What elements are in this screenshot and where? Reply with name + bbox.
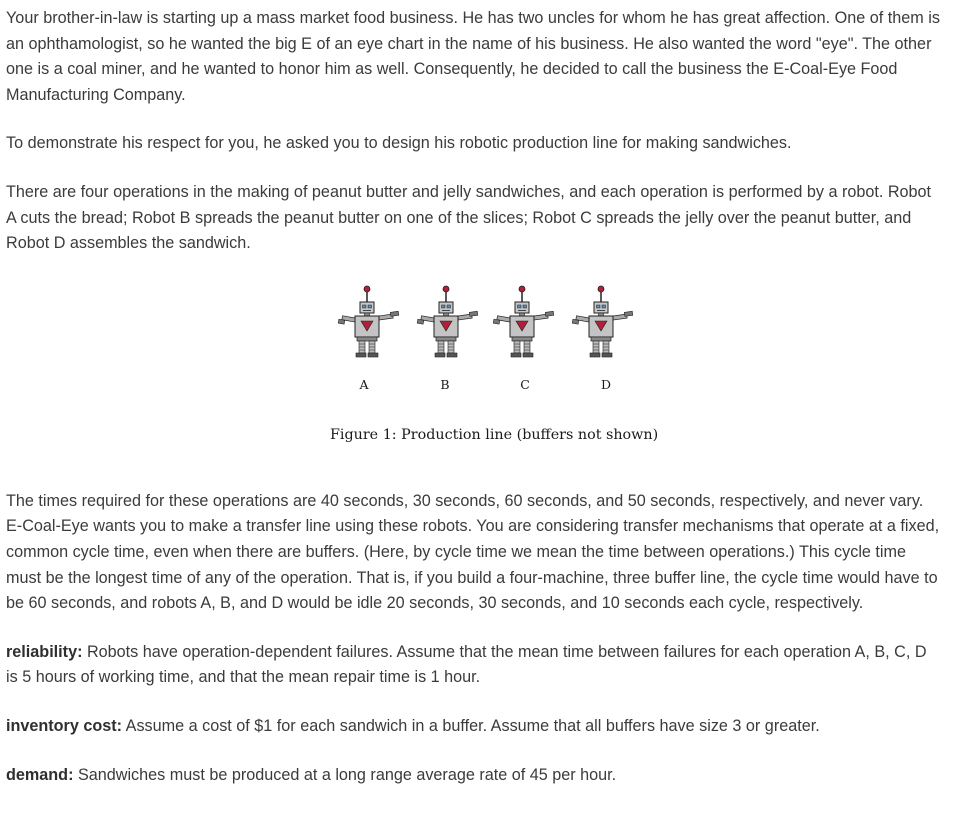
robot-label-b: B — [440, 376, 450, 392]
intro-paragraph: Your brother-in-law is starting up a mass market food business. He has two uncles for whom he has great affection. One of them is an ophthamologist, so he wanted the big E of an eye chart in the name of his business. He also wanted the word "eye". The other one is a coal miner, and he wanted to honor him as well. Consequently, he decided to call the business the E-Coal-Eye Food Manufacturing Company. — [6, 9, 940, 104]
robot-d-icon — [572, 286, 633, 357]
inventory-cost-paragraph — [6, 714, 942, 740]
demand-paragraph — [6, 763, 942, 789]
robot-c-icon — [493, 286, 554, 357]
robot-label-a: A — [359, 376, 369, 392]
reliability-term: reliability: — [6, 642, 83, 661]
reliability-paragraph — [6, 640, 942, 691]
robot-a-icon — [338, 286, 399, 357]
document-body — [6, 6, 942, 811]
demand-term: demand: — [6, 765, 74, 784]
operations-paragraph: There are four operations in the making of peanut butter and jelly sandwiches, and each operation is performed by a robot. Robot A cuts the bread; Robot B spreads the peanut butter on one of the slices; Robot C spreads the jelly over the peanut butter, and Robot D assembles the sandwich. — [6, 182, 932, 253]
robot-b-icon — [417, 286, 478, 357]
reliability-text: Robots have operation-dependent failures. Assume that the mean time between failures for each operation A, B, C, D is 5 hours of working time, and that the mean repair time is 1 hour. — [6, 642, 927, 687]
inventory-cost-text: Assume a cost of $1 for each sandwich in a buffer. Assume that all buffers have size 3 or greater. — [122, 716, 820, 735]
demand-text: Sandwiches must be produced at a long range average rate of 45 per hour. — [73, 765, 617, 784]
request-paragraph: To demonstrate his respect for you, he asked you to design his robotic production line for making sandwiches. — [6, 134, 792, 153]
production-line-figure — [6, 282, 942, 489]
figure-caption: Figure 1: Production line (buffers not shown) — [330, 426, 659, 443]
robot-label-d: D — [600, 376, 612, 392]
inventory-cost-term: inventory cost: — [6, 716, 123, 735]
robot-label-c: C — [520, 376, 530, 392]
times-paragraph: The times required for these operations are 40 seconds, 30 seconds, 60 seconds, and 50 seconds, respectively, and never vary. E-Coal-Eye wants you to make a transfer line using these robots. You are considering transfer mechanisms that operate at a fixed, common cycle time, even when there are buffers. (Here, by cycle time we mean the time between operations.) This cycle time must be the longest time of any of the operation. That is, if you build a four-machine, three buffer line, the cycle time would have to be 60 seconds, and robots A, B, and D would be idle 20 seconds, 30 seconds, and 10 seconds each cycle, respectively. — [6, 491, 940, 613]
robots-illustration — [6, 282, 942, 402]
